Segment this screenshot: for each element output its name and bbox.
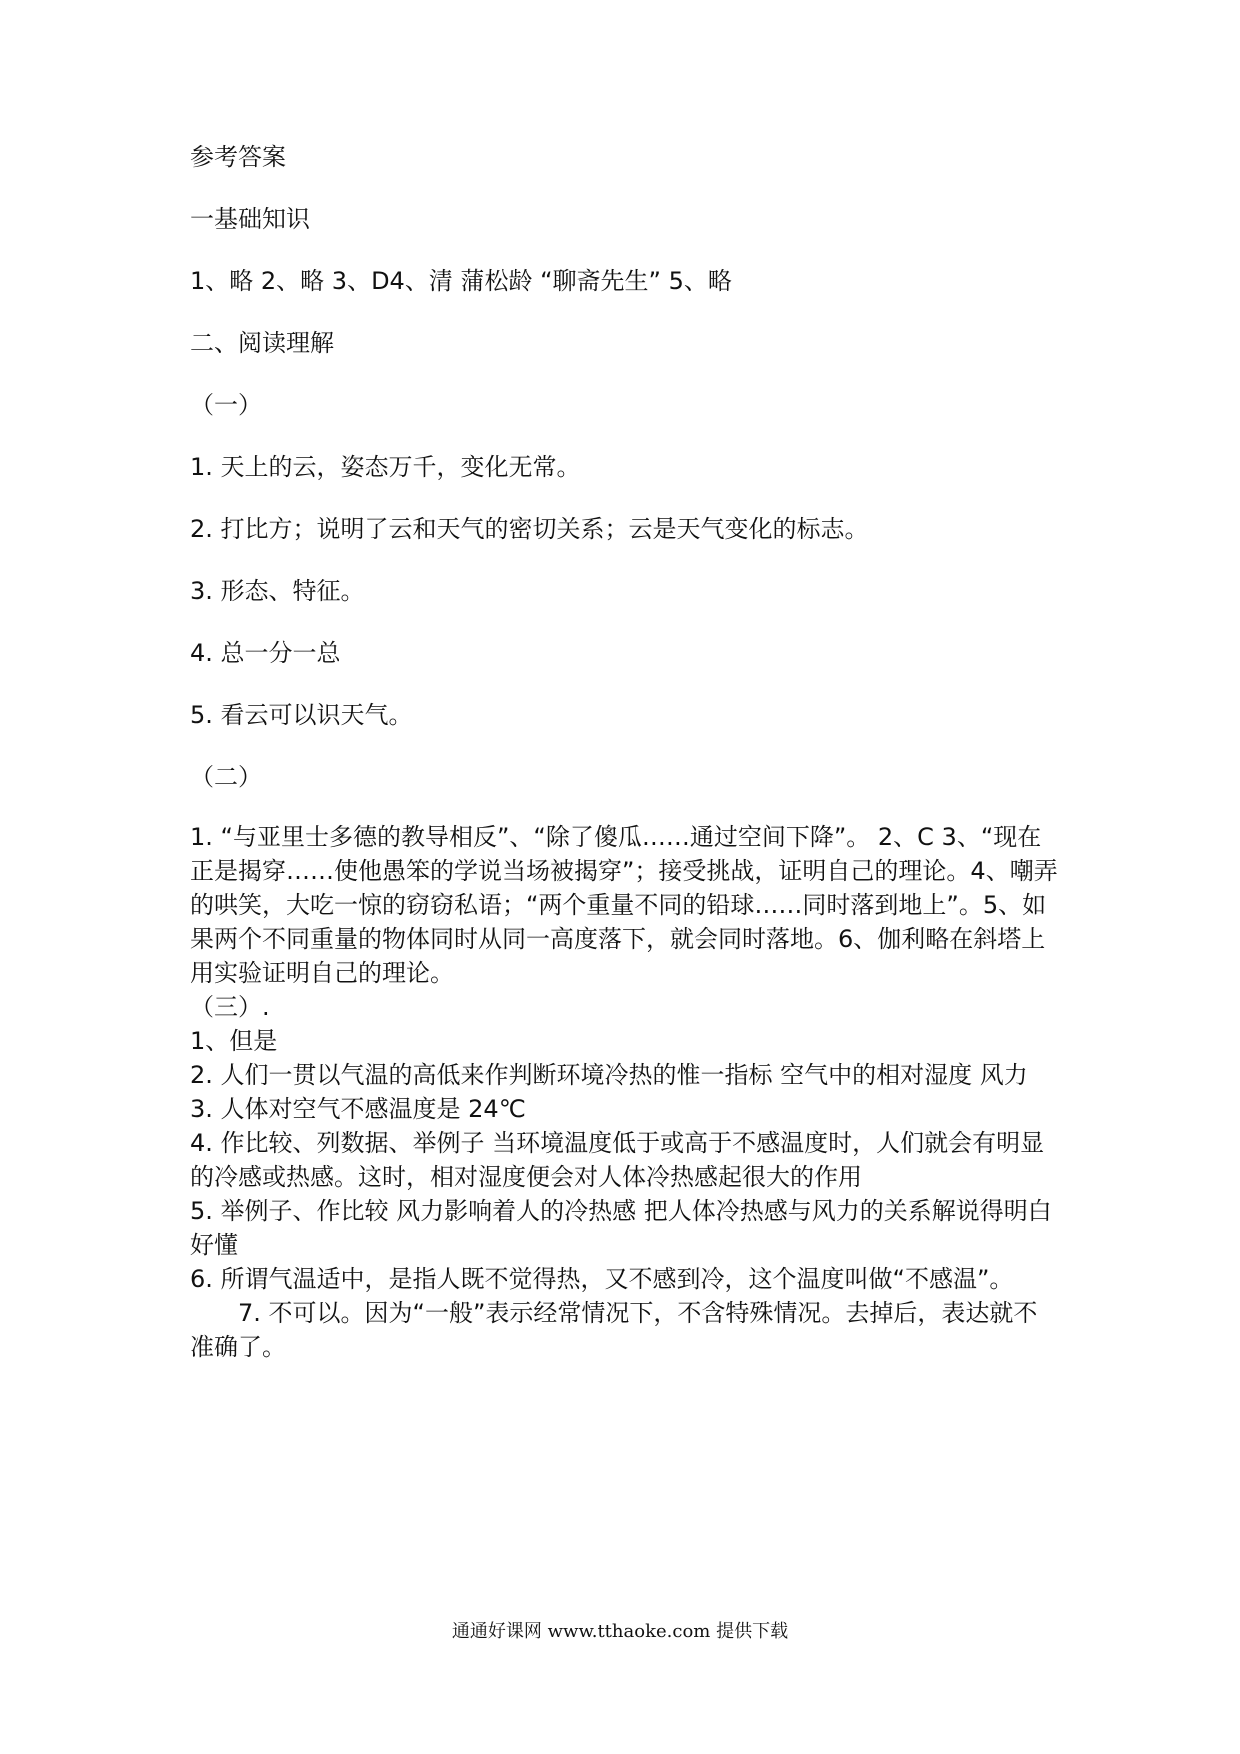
- reading-part3-item-3: 3. 人体对空气不感温度是 24℃: [190, 1095, 526, 1123]
- reading-part3-item-1: 1、但是: [190, 1027, 278, 1055]
- document-title: 参考答案: [190, 143, 286, 171]
- download-footer: 通通好课网 www.tthaoke.com 提供下载: [451, 1621, 789, 1642]
- reading-part3-item-6: 6. 所谓气温适中，是指人既不觉得热，又不感到冷，这个温度叫做“不感温”。: [190, 1265, 1014, 1293]
- reading-part3-item-2: 2. 人们一贯以气温的高低来作判断环境冷热的惟一指标 空气中的相对湿度 风力: [190, 1061, 1028, 1089]
- reading-part1-item-5: 5. 看云可以识天气。: [190, 701, 413, 729]
- document-content: [190, 140, 1060, 1364]
- reading-part3-item-7: 7. 不可以。因为“一般”表示经常情况下，不含特殊情况。去掉后，表达就不准确了。: [190, 1299, 1038, 1361]
- reading-part1-label: （一）: [190, 391, 262, 419]
- reading-part3-item-5: 5. 举例子、作比较 风力影响着人的冷热感 把人体冷热感与风力的关系解说得明白好懂: [190, 1197, 1052, 1259]
- reading-comprehension-heading: 二、阅读理解: [190, 329, 334, 357]
- reading-part3-label: （三）.: [190, 993, 270, 1021]
- reading-part1-item-4: 4. 总一分一总: [190, 639, 341, 667]
- basic-knowledge-answer: 1、略 2、略 3、D4、清 蒲松龄 “聊斋先生” 5、略: [190, 267, 732, 295]
- basic-knowledge-heading: 一基础知识: [190, 205, 310, 233]
- reading-part3-block: [190, 990, 1060, 1364]
- reading-part1-item-2: 2. 打比方；说明了云和天气的密切关系；云是天气变化的标志。: [190, 515, 869, 543]
- reading-part2-label: （二）: [190, 763, 262, 791]
- reading-part1-item-1: 1. 天上的云，姿态万千，变化无常。: [190, 453, 581, 481]
- reading-part1-item-3: 3. 形态、特征。: [190, 577, 365, 605]
- reading-part2-paragraph: 1. “与亚里士多德的教导相反”、“除了傻瓜……通过空间下降”。 2、C 3、“现在正是揭穿……使他愚笨的学说当场被揭穿”；接受挑战，证明自己的理论。4、嘲弄的哄笑，大吃一惊的窃窃私语；“两个重量不同的铅球……同时落到地上”。5、如果两个不同重量的物体同时从同一高度落下，就会同时落地。6、伽利略在斜塔上用实验证明自己的理论。: [190, 823, 1058, 987]
- reading-part3-item-4: 4. 作比较、列数据、举例子 当环境温度低于或高于不感温度时，人们就会有明显的冷感或热感。这时，相对湿度便会对人体冷热感起很大的作用: [190, 1129, 1045, 1191]
